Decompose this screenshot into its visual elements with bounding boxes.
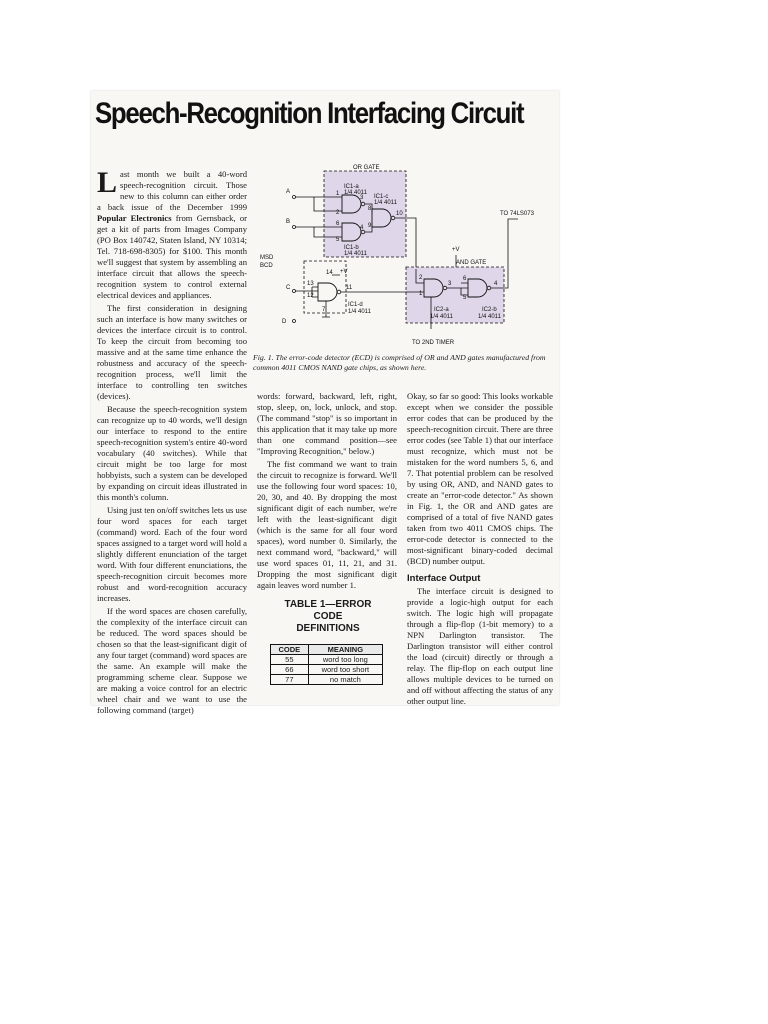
svg-text:14: 14 — [326, 270, 333, 276]
svg-text:IC1-c: IC1-c — [374, 194, 389, 200]
svg-text:+V: +V — [340, 269, 348, 275]
drop-cap: L — [97, 166, 118, 199]
column-3 — [407, 391, 553, 709]
svg-text:IC1-d: IC1-d — [348, 302, 363, 308]
table-header-row — [271, 645, 383, 655]
svg-text:4: 4 — [360, 225, 364, 231]
column-1 — [97, 166, 247, 718]
svg-text:IC1-a: IC1-a — [344, 184, 359, 190]
svg-text:C: C — [286, 285, 291, 291]
column-header: CODE — [271, 645, 309, 655]
svg-text:2: 2 — [419, 275, 423, 281]
svg-text:A: A — [286, 189, 291, 195]
svg-text:TO 2ND TIMER: TO 2ND TIMER — [412, 340, 455, 346]
paragraph: Last month we built a 40-word speech-recognition circuit. Those new to this column can either order a back issue of the December 1999 Popular Electronics from Gernsback, or get a kit of parts from Images Company (PO Box 140742, Staten Island, NY 10314; Tel. 718-698-8305) for $100. This month we'll suggest that system by assembling an interface circuit that allows the speech-recognition system to control external electrical devices and appliances. — [97, 166, 247, 300]
table-title: TABLE 1—ERROR CODE DEFINITIONS — [284, 599, 372, 634]
svg-text:11: 11 — [346, 285, 353, 291]
svg-text:4: 4 — [494, 281, 498, 287]
svg-text:IC1-b: IC1-b — [344, 245, 359, 251]
svg-text:6: 6 — [336, 221, 340, 227]
svg-text:1/4 4011: 1/4 4011 — [374, 200, 397, 206]
svg-text:AND GATE: AND GATE — [456, 260, 487, 266]
magazine-page — [91, 91, 559, 715]
table-row: 66 word too short — [271, 665, 383, 675]
svg-text:7: 7 — [322, 307, 326, 313]
figure-caption: Fig. 1. The error-code detector (ECD) is comprised of OR and AND gates manufactured from common 4011 CMOS NAND gate chips, as shown here. — [253, 353, 546, 372]
svg-text:MSD: MSD — [260, 255, 274, 261]
paragraph: Using just ten on/off switches lets us use four word spaces for each target (command) word. Each of the four word spaces assigned to a target word will hold a slightly different enunciation of the target word. With four different enunciations, the speech-recognition circuit becomes more robust and word-recognition accuracy increases. — [97, 505, 247, 603]
paragraph: Okay, so far so good: This looks workable except when we consider the possible error codes that can be produced by the speech-recognition circuit. There are three error codes (see Table 1) that our interface must recognize, which must not be mistaken for the word numbers 5, 6, and 7. That potential problem can be resolved by using OR, AND, and NAND gates to create an "error-code detector." As shown in Fig. 1, the OR and AND gates are comprised of a total of five NAND gates taken from two 4011 CMOS chips. The error-code detector is connected to the most-significant binary-coded decimal (BCD) number output. — [407, 391, 553, 566]
svg-text:9: 9 — [368, 223, 372, 229]
error-code-table — [270, 644, 383, 685]
svg-text:TO 74LS073: TO 74LS073 — [500, 211, 534, 217]
svg-text:8: 8 — [368, 206, 372, 212]
table-row: 55 word too long — [271, 655, 383, 665]
svg-text:13: 13 — [307, 281, 314, 287]
svg-text:BCD: BCD — [260, 263, 273, 269]
svg-text:10: 10 — [396, 211, 403, 217]
paragraph: words: forward, backward, left, right, stop, sleep, on, lock, unlock, and stop. (The command "stop" is so important in this application that it may take up more than one command position—see "Improving Recognition," below.) — [257, 391, 397, 456]
svg-text:IC2-a: IC2-a — [434, 307, 449, 313]
svg-text:6: 6 — [463, 276, 467, 282]
svg-text:1/4 4011: 1/4 4011 — [430, 314, 453, 320]
svg-text:1/4 4011: 1/4 4011 — [344, 251, 367, 257]
svg-text:1/4 4011: 1/4 4011 — [344, 190, 367, 196]
section-heading: Interface Output — [407, 573, 481, 584]
paragraph: The first consideration in designing such an interface is how many switches or devices the interface circuit is to control. To keep the circuit from becoming too massive and at the same time enhance the robustness and accuracy of the speech-recognition process, we'll limit the interface to controlling ten switches (devices). — [97, 303, 247, 401]
svg-text:B: B — [286, 219, 291, 225]
svg-text:2: 2 — [336, 210, 340, 216]
svg-text:3: 3 — [448, 281, 452, 287]
svg-text:1: 1 — [336, 191, 340, 197]
svg-text:D: D — [282, 319, 287, 325]
column-header: MEANING — [308, 645, 382, 655]
circuit-diagram — [256, 159, 556, 349]
svg-text:12: 12 — [307, 293, 314, 299]
svg-text:+V: +V — [452, 247, 460, 253]
svg-text:IC2-b: IC2-b — [482, 307, 497, 313]
paragraph: The fist command we want to train the circuit to recognize is forward. We'll use the following four word spaces: 10, 20, 30, and 40. By dropping the most significant digit of each number, we're left with the least-significant digit (which is the same for all four word spaces), word number 0. Similarly, the next command word, "backward," will use word spaces 01, 11, 21, and 31. Dropping the most significant digit again leaves word number 1. — [257, 459, 397, 590]
svg-text:3: 3 — [360, 195, 364, 201]
svg-text:1: 1 — [419, 291, 423, 297]
svg-text:1/4 4011: 1/4 4011 — [348, 309, 371, 315]
paragraph: Because the speech-recognition system can recognize up to 40 words, we'll design our interface to respond to the entire speech-recognition system's entire 40-word vocabulary (40 switches). While that circuit might be too large for most hobbyists, such a system can be developed by expanding on circuit ideas illustrated in this month's column. — [97, 404, 247, 502]
svg-text:5: 5 — [336, 237, 340, 243]
svg-text:1/4 4011: 1/4 4011 — [478, 314, 501, 320]
paragraph: If the word spaces are chosen carefully, the complexity of the interface circuit can be reduced. The word spaces should be chosen so that the least-significant digit of any four target (command) word spaces are the same. An example will make the programming scheme clear. Suppose we are making a voice control for an electric wheel chair and we want to use the following command (target) — [97, 606, 247, 715]
or-gate-label: OR GATE — [353, 165, 380, 171]
article-title: Speech-Recognition Interfacing Circuit — [95, 97, 524, 130]
ic1d-gate — [318, 283, 337, 301]
paragraph: The interface circuit is designed to provide a logic-high output for each switch. The logic high will propagate through a flip-flop (1-bit memory) to a NPN Darlington transistor. The Darlington transistor will either control the load (circuit) directly or through a relay. The flip-flop on each output line allows multiple devices to be turned on and off without affecting the status of any other output line. — [407, 586, 553, 706]
table-row: 77 no match — [271, 675, 383, 685]
column-2 — [257, 391, 397, 593]
svg-text:5: 5 — [463, 295, 467, 301]
